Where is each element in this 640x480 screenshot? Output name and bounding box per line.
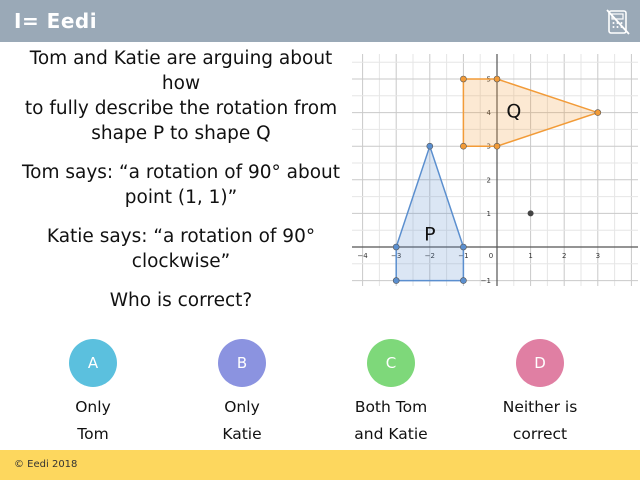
katie-statement: Katie says: “a rotation of 90° — [46, 226, 316, 247]
header-bar — [0, 0, 640, 42]
shape-q-vertex — [494, 76, 500, 82]
eedi-logo: I= Eedi — [14, 9, 98, 33]
question-prompt: Who is correct? — [109, 290, 253, 311]
coordinate-grid — [352, 54, 638, 286]
option-c-label — [331, 394, 451, 448]
y-tick-label: −1 — [480, 277, 491, 286]
question-line: Tom and Katie are arguing about how — [29, 48, 333, 94]
x-tick-label: 3 — [595, 252, 601, 260]
option-a-line2: Tom — [77, 425, 109, 443]
katie-statement: clockwise” — [131, 251, 231, 272]
x-tick-label: −1 — [458, 252, 469, 260]
shape-p-label: P — [424, 223, 436, 246]
shape-p-vertex — [460, 278, 466, 284]
option-a-button[interactable]: A — [69, 339, 117, 387]
option-d-line2: correct — [512, 425, 568, 443]
option-d-label — [480, 394, 600, 448]
grid-svg — [352, 54, 638, 286]
x-tick-label: 2 — [561, 252, 567, 260]
option-c-line1: Both Tom — [354, 398, 428, 416]
shape-p-vertex — [393, 278, 399, 284]
option-b-line1: Only — [224, 398, 260, 416]
x-tick-label: −4 — [357, 252, 368, 260]
y-tick-label: 5 — [486, 75, 491, 84]
option-a-line1: Only — [75, 398, 111, 416]
shape-q-vertex — [595, 110, 601, 116]
shape-q-vertex — [460, 76, 466, 82]
question-text — [8, 46, 354, 327]
tom-statement: point (1, 1)” — [124, 187, 238, 208]
x-tick-label: 0 — [488, 252, 494, 260]
x-tick-label: 1 — [528, 252, 533, 260]
option-d-button[interactable]: D — [516, 339, 564, 387]
calculator-crossed-icon — [606, 9, 630, 35]
footer-bar — [0, 450, 640, 480]
y-tick-label: 2 — [486, 176, 491, 185]
shape-p-vertex — [393, 244, 399, 250]
option-d-line1: Neither is — [502, 398, 578, 416]
y-tick-label: 3 — [486, 142, 491, 151]
option-b-button[interactable]: B — [218, 339, 266, 387]
question-line: shape P to shape Q — [91, 123, 271, 144]
option-b-label — [182, 394, 302, 448]
option-c-line2: and Katie — [354, 425, 428, 443]
option-b-line2: Katie — [222, 425, 262, 443]
copyright-text: © Eedi 2018 — [14, 459, 78, 470]
y-tick-label: 4 — [486, 109, 491, 118]
question-line: to fully describe the rotation from — [24, 98, 338, 119]
shape-q-vertex — [460, 143, 466, 149]
tom-statement: Tom says: “a rotation of 90° about — [21, 162, 341, 183]
x-tick-label: −2 — [424, 252, 435, 260]
shape-p-vertex — [427, 143, 433, 149]
option-a-label — [33, 394, 153, 448]
x-tick-label: −3 — [391, 252, 402, 260]
shape-q-vertex — [494, 143, 500, 149]
option-c-button[interactable]: C — [367, 339, 415, 387]
center-point — [528, 210, 534, 216]
shape-q-label: Q — [506, 100, 522, 123]
shape-p-vertex — [460, 244, 466, 250]
y-tick-label: 1 — [486, 209, 491, 218]
